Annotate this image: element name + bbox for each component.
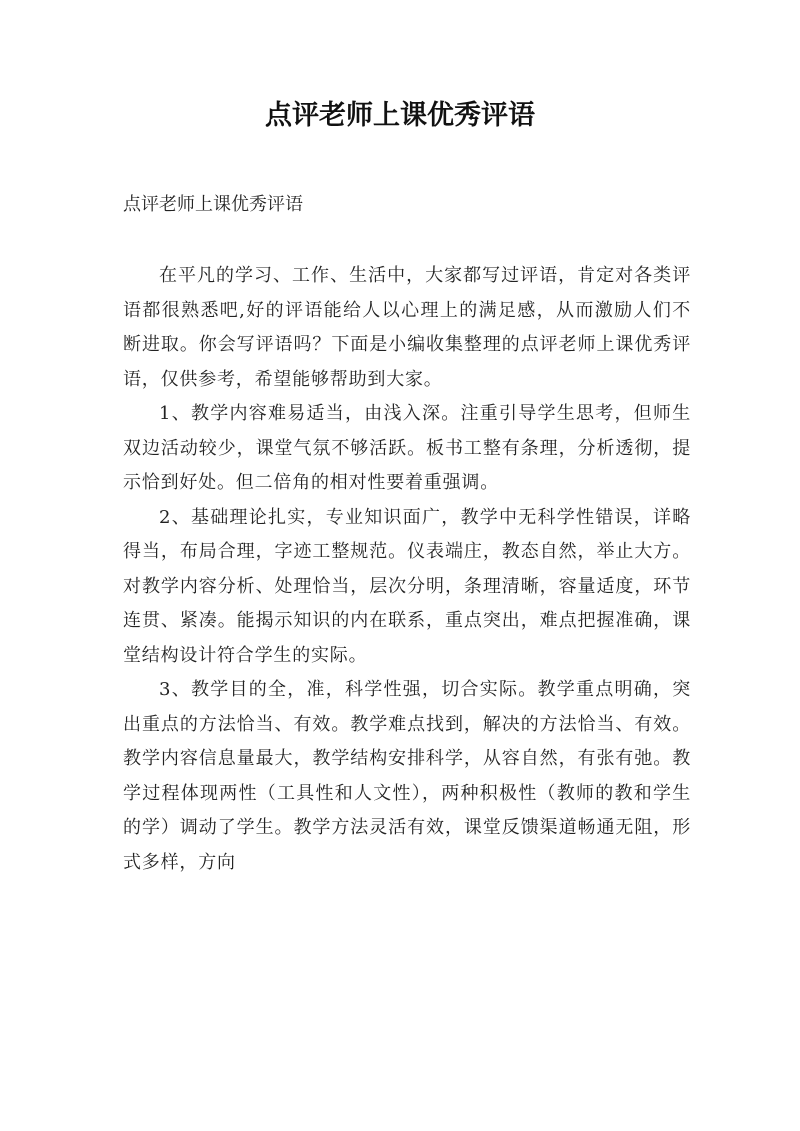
comment-paragraph-2: 2、基础理论扎实，专业知识面广，教学中无科学性错误，详略得当，布局合理，字迹工整规范。仪表端庄，教态自然，举止大方。对教学内容分析、处理恰当，层次分明，条理清晰，容量适度，环节连贯、紧凑。能揭示知识的内在联系，重点突出，难点把握准确，课堂结构设计符合学生的实际。 [123,506,691,666]
document-title: 点评老师上课优秀评语 [265,100,535,131]
document-subtitle: 点评老师上课优秀评语 [123,194,303,215]
document-body [123,259,691,880]
intro-paragraph: 在平凡的学习、工作、生活中，大家都写过评语，肯定对各类评语都很熟悉吧,好的评语能给人以心理上的满足感，从而激励人们不断进取。你会写评语吗？下面是小编收集整理的点评老师上课优秀评语，仅供参考，希望能够帮助到大家。 [123,265,691,390]
comment-paragraph-1: 1、教学内容难易适当，由浅入深。注重引导学生思考，但师生双边活动较少，课堂气氛不够活跃。板书工整有条理，分析透彻，提示恰到好处。但二倍角的相对性要着重强调。 [123,403,691,493]
comment-paragraph-3: 3、教学目的全，准，科学性强，切合实际。教学重点明确，突出重点的方法恰当、有效。教学难点找到，解决的方法恰当、有效。教学内容信息量最大，教学结构安排科学，从容自然，有张有弛。教学过程体现两性（工具性和人文性），两种积极性（教师的教和学生的学）调动了学生。教学方法灵活有效，课堂反馈渠道畅通无阻，形式多样，方向 [123,679,691,873]
